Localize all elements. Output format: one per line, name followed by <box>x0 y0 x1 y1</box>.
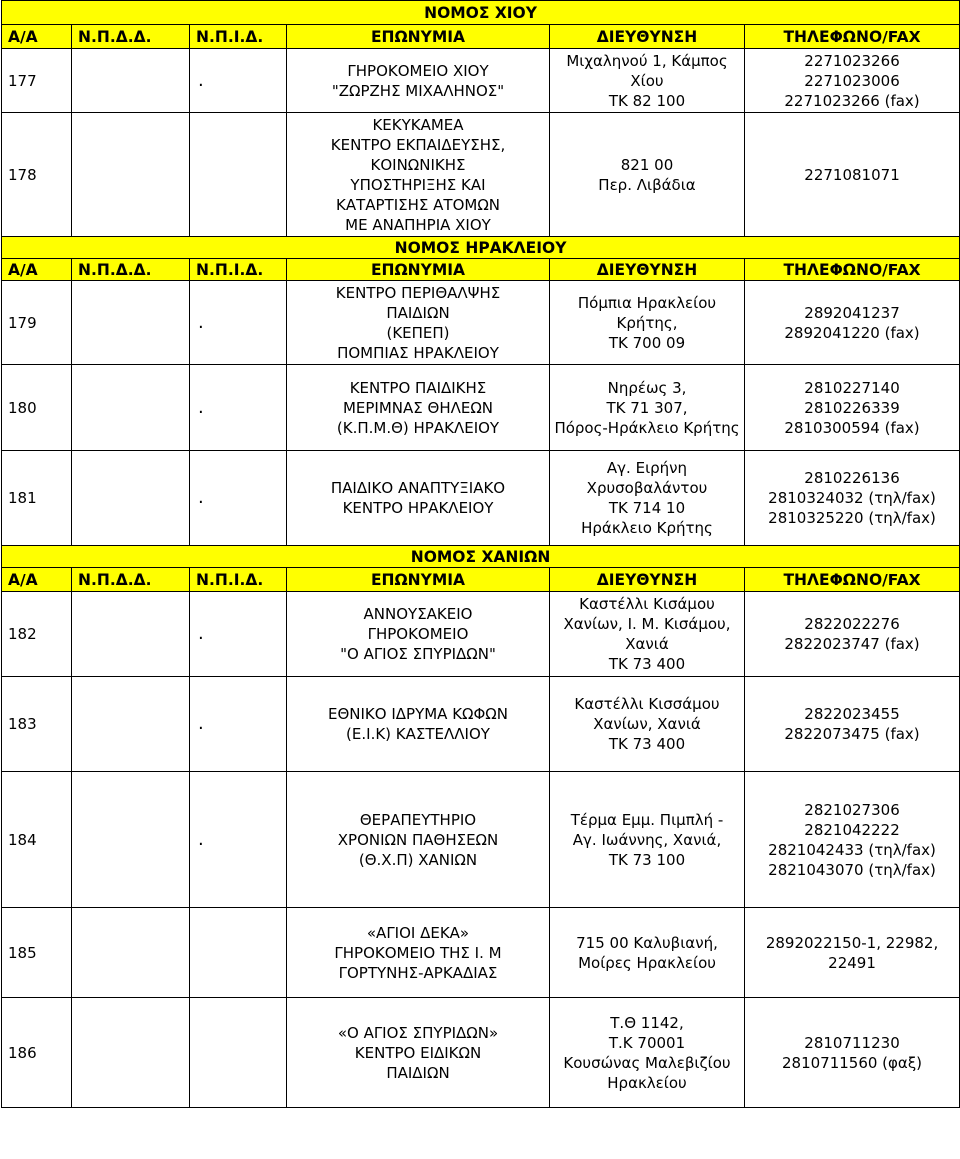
row-number: 182 <box>2 592 72 677</box>
npid-mark: . <box>190 49 287 113</box>
phone-cell <box>745 592 960 677</box>
institution-name <box>287 451 550 546</box>
address-cell-line: Κουσώνας Μαλεβιζίου <box>563 1053 731 1072</box>
address-cell <box>550 998 745 1108</box>
institution-name <box>287 908 550 998</box>
phone-cell-line: 2271023006 <box>804 71 900 90</box>
institution-name-line: ΜΕΡΙΜΝΑΣ ΘΗΛΕΩΝ <box>342 398 494 417</box>
institution-name-line: ΚΕΚΥΚΑΜΕΑ <box>372 115 464 134</box>
section-title: ΝΟΜΟΣ ΗΡΑΚΛΕΙΟΥ <box>2 237 960 259</box>
address-cell-line: Νηρέως 3, <box>607 378 687 397</box>
institution-name-line: (Ε.Ι.Κ) ΚΑΣΤΕΛΛΙΟΥ <box>346 725 490 743</box>
institution-name-line: ΚΕΝΤΡΟ ΗΡΑΚΛΕΙΟΥ <box>342 499 494 517</box>
institution-name-line: ΚΕΝΤΡΟ ΠΑΙΔΙΚΗΣ <box>349 378 487 397</box>
address-cell-line: Καστέλλι Κισσάμου <box>574 695 720 713</box>
section-title: ΝΟΜΟΣ ΧΙΟΥ <box>2 1 960 25</box>
address-cell <box>550 908 745 998</box>
address-cell-line: Μιχαληνού 1, Κάμπος <box>566 51 728 70</box>
registry-table <box>1 0 960 1108</box>
institution-name <box>287 677 550 772</box>
npdd-cell <box>72 677 190 772</box>
phone-cell <box>745 772 960 908</box>
phone-cell-line: 2810711230 <box>804 1033 900 1052</box>
phone-cell-line: 2810227140 <box>804 378 900 397</box>
header-aa: Α/Α <box>2 25 72 49</box>
table-row <box>2 281 960 365</box>
header-phone: ΤΗΛΕΦΩΝΟ/FAX <box>745 25 960 49</box>
address-cell-line: Χρυσοβαλάντου <box>586 479 708 497</box>
phone-cell <box>745 281 960 365</box>
institution-name-line: ΠΑΙΔΙΩΝ <box>386 1063 450 1082</box>
address-cell <box>550 451 745 546</box>
header-npid: Ν.Π.Ι.Δ. <box>190 568 287 592</box>
npdd-cell <box>72 281 190 365</box>
header-npdd: Ν.Π.Δ.Δ. <box>72 259 190 281</box>
header-address: ΔΙΕΥΘΥΝΣΗ <box>550 25 745 49</box>
header-npdd: Ν.Π.Δ.Δ. <box>72 568 190 592</box>
npdd-cell <box>72 49 190 113</box>
institution-name-line: ΚΟΙΝΩΝΙΚΗΣ <box>370 155 466 174</box>
header-npid: Ν.Π.Ι.Δ. <box>190 25 287 49</box>
row-number: 178 <box>2 113 72 237</box>
phone-cell <box>745 49 960 113</box>
institution-name-line: ΠΑΙΔΙΚΟ ΑΝΑΠΤΥΞΙΑΚΟ <box>330 479 506 497</box>
table-row <box>2 677 960 772</box>
table-row <box>2 365 960 451</box>
address-cell-line: ΤΚ 73 400 <box>608 735 686 753</box>
table-row <box>2 772 960 908</box>
section-title: ΝΟΜΟΣ ΧΑΝΙΩΝ <box>2 546 960 568</box>
address-cell-line: ΤΚ 73 100 <box>608 850 686 869</box>
institution-name-line: ΠΟΜΠΙΑΣ ΗΡΑΚΛΕΙΟΥ <box>337 343 499 362</box>
phone-cell <box>745 113 960 237</box>
institution-name-line: ΚΕΝΤΡΟ ΕΚΠΑΙΔΕΥΣΗΣ, <box>330 135 506 154</box>
section-title-row <box>2 237 960 259</box>
institution-name-line: ΥΠΟΣΤΗΡΙΞΗΣ ΚΑΙ <box>350 175 486 194</box>
npdd-cell <box>72 998 190 1108</box>
phone-cell-line: 2821027306 <box>804 800 900 819</box>
address-cell-line: Κρήτης, <box>616 313 678 332</box>
institution-name-line: ΠΑΙΔΙΩΝ <box>386 303 450 322</box>
address-cell-line: Ηράκλειο Κρήτης <box>581 519 713 537</box>
address-cell-line: Τ.Κ 70001 <box>608 1033 686 1052</box>
phone-cell-line: 2892041237 <box>804 303 900 322</box>
address-cell-line: Χανίων, Ι. Μ. Κισάμου, <box>563 615 731 633</box>
npid-mark: . <box>190 451 287 546</box>
table-row <box>2 49 960 113</box>
row-number: 180 <box>2 365 72 451</box>
phone-cell <box>745 677 960 772</box>
table-row <box>2 908 960 998</box>
npdd-cell <box>72 113 190 237</box>
institution-name <box>287 998 550 1108</box>
address-cell <box>550 677 745 772</box>
institution-name <box>287 592 550 677</box>
address-cell-line: Χανιά <box>625 635 669 653</box>
address-cell-line: Πόρος-Ηράκλειο Κρήτης <box>554 418 740 437</box>
address-cell-line: Ηρακλείου <box>607 1073 687 1092</box>
address-cell <box>550 281 745 365</box>
address-cell <box>550 365 745 451</box>
institution-name-line: (ΚΕΠΕΠ) <box>386 323 450 342</box>
npdd-cell <box>72 772 190 908</box>
institution-name-line: ΓΗΡΟΚΟΜΕΙΟ ΧΙΟΥ <box>347 61 489 80</box>
row-number: 185 <box>2 908 72 998</box>
phone-cell-line: 2271023266 <box>804 51 900 70</box>
table-row <box>2 451 960 546</box>
address-cell-line: ΤΚ 714 10 <box>608 499 686 517</box>
phone-cell-line: 22491 <box>828 953 876 972</box>
address-cell <box>550 772 745 908</box>
address-cell-line: Καστέλλι Κισάμου <box>579 595 715 613</box>
column-header-row <box>2 25 960 49</box>
address-cell-line: Τέρμα Εμμ. Πιμπλή - <box>570 810 724 829</box>
phone-cell-line: 2810226136 <box>804 469 900 487</box>
address-cell <box>550 113 745 237</box>
institution-name-line: «ΑΓΙΟΙ ΔΕΚΑ» <box>366 923 470 942</box>
npid-mark: . <box>190 677 287 772</box>
table-row <box>2 113 960 237</box>
institution-name-line: ΚΑΤΑΡΤΙΣΗΣ ΑΤΟΜΩΝ <box>335 195 500 214</box>
address-cell-line: 715 00 Καλυβιανή, <box>576 933 718 952</box>
npid-mark <box>190 998 287 1108</box>
phone-cell-line: 2892041220 (fax) <box>784 323 920 342</box>
table-row <box>2 998 960 1108</box>
phone-cell-line: 2810226339 <box>804 398 900 417</box>
institution-name-line: «Ο ΑΓΙΟΣ ΣΠΥΡΙΔΩΝ» <box>337 1023 499 1042</box>
address-cell-line: Περ. Λιβάδια <box>598 175 696 194</box>
row-number: 181 <box>2 451 72 546</box>
institution-name-line: ΓΗΡΟΚΟΜΕΙΟ ΤΗΣ Ι. Μ <box>334 943 502 962</box>
phone-cell-line: 2821042222 <box>804 820 900 839</box>
institution-name <box>287 49 550 113</box>
npdd-cell <box>72 365 190 451</box>
header-name: ΕΠΩΝΥΜΙΑ <box>287 25 550 49</box>
institution-name-line: ΚΕΝΤΡΟ ΕΙΔΙΚΩΝ <box>354 1043 482 1062</box>
institution-name-line: "Ο ΑΓΙΟΣ ΣΠΥΡΙΔΩΝ" <box>340 645 496 663</box>
phone-cell-line: 2271081071 <box>804 165 900 184</box>
row-number: 177 <box>2 49 72 113</box>
phone-cell-line: 2810325220 (τηλ/fax) <box>768 509 936 527</box>
header-npid: Ν.Π.Ι.Δ. <box>190 259 287 281</box>
institution-name-line: ΜΕ ΑΝΑΠΗΡΙΑ ΧΙΟΥ <box>345 215 491 234</box>
institution-name-line: ΘΕΡΑΠΕΥΤΗΡΙΟ <box>359 810 477 829</box>
institution-name <box>287 281 550 365</box>
npdd-cell <box>72 451 190 546</box>
phone-cell-line: 2271023266 (fax) <box>784 91 920 110</box>
phone-cell-line: 2810324032 (τηλ/fax) <box>768 489 936 507</box>
header-name: ΕΠΩΝΥΜΙΑ <box>287 568 550 592</box>
table-row <box>2 592 960 677</box>
address-cell-line: Χίου <box>630 71 664 90</box>
header-aa: Α/Α <box>2 259 72 281</box>
npdd-cell <box>72 908 190 998</box>
header-address: ΔΙΕΥΘΥΝΣΗ <box>550 568 745 592</box>
phone-cell-line: 2822022276 <box>804 615 900 633</box>
phone-cell <box>745 908 960 998</box>
section-title-row <box>2 1 960 25</box>
address-cell-line: ΤΚ 700 09 <box>608 333 686 352</box>
institution-name-line: (Κ.Π.Μ.Θ) ΗΡΑΚΛΕΙΟΥ <box>336 418 500 437</box>
phone-cell <box>745 998 960 1108</box>
row-number: 183 <box>2 677 72 772</box>
row-number: 184 <box>2 772 72 908</box>
header-phone: ΤΗΛΕΦΩΝΟ/FAX <box>745 259 960 281</box>
address-cell-line: Αγ. Ιωάννης, Χανιά, <box>572 830 722 849</box>
institution-name-line: ΕΘΝΙΚΟ ΙΔΡΥΜΑ ΚΩΦΩΝ <box>328 705 508 723</box>
section-title-row <box>2 546 960 568</box>
header-address: ΔΙΕΥΘΥΝΣΗ <box>550 259 745 281</box>
column-header-row <box>2 568 960 592</box>
row-number: 186 <box>2 998 72 1108</box>
institution-name <box>287 113 550 237</box>
npid-mark: . <box>190 772 287 908</box>
address-cell-line: 821 00 <box>620 155 674 174</box>
address-cell <box>550 49 745 113</box>
header-phone: ΤΗΛΕΦΩΝΟ/FAX <box>745 568 960 592</box>
institution-name-line: ΓΟΡΤΥΝΗΣ-ΑΡΚΑΔΙΑΣ <box>338 963 498 982</box>
address-cell <box>550 592 745 677</box>
institution-name-line: ΧΡΟΝΙΩΝ ΠΑΘΗΣΕΩΝ <box>337 830 499 849</box>
header-name: ΕΠΩΝΥΜΙΑ <box>287 259 550 281</box>
address-cell-line: ΤΚ 73 400 <box>608 655 686 673</box>
phone-cell-line: 2810300594 (fax) <box>784 418 920 437</box>
npid-mark <box>190 908 287 998</box>
institution-name-line: ΓΗΡΟΚΟΜΕΙΟ <box>367 625 469 643</box>
phone-cell-line: 2810711560 (φαξ) <box>781 1053 923 1072</box>
address-cell-line: Πόμπια Ηρακλείου <box>577 293 717 312</box>
address-cell-line: Χανίων, Χανιά <box>593 715 701 733</box>
phone-cell-line: 2822073475 (fax) <box>784 725 920 743</box>
npid-mark: . <box>190 365 287 451</box>
institution-name <box>287 772 550 908</box>
npid-mark: . <box>190 592 287 677</box>
npdd-cell <box>72 592 190 677</box>
address-cell-line: Αγ. Ειρήνη <box>606 459 688 477</box>
header-aa: Α/Α <box>2 568 72 592</box>
column-header-row <box>2 259 960 281</box>
row-number: 179 <box>2 281 72 365</box>
institution-name-line: "ΖΩΡΖΗΣ ΜΙΧΑΛΗΝΟΣ" <box>331 81 505 100</box>
phone-cell <box>745 365 960 451</box>
institution-name-line: ΑΝΝΟΥΣΑΚΕΙΟ <box>363 605 473 623</box>
header-npdd: Ν.Π.Δ.Δ. <box>72 25 190 49</box>
institution-name-line: ΚΕΝΤΡΟ ΠΕΡΙΘΑΛΨΗΣ <box>335 283 501 302</box>
address-cell-line: Τ.Θ 1142, <box>610 1013 684 1032</box>
phone-cell-line: 2892022150-1, 22982, <box>765 933 939 952</box>
institution-name <box>287 365 550 451</box>
address-cell-line: ΤΚ 82 100 <box>608 91 686 110</box>
phone-cell-line: 2821043070 (τηλ/fax) <box>768 860 936 879</box>
phone-cell-line: 2822023455 <box>804 705 900 723</box>
phone-cell-line: 2821042433 (τηλ/fax) <box>768 840 936 859</box>
institution-name-line: (Θ.Χ.Π) ΧΑΝΙΩΝ <box>358 850 478 869</box>
address-cell-line: ΤΚ 71 307, <box>606 398 688 417</box>
npid-mark <box>190 113 287 237</box>
address-cell-line: Μοίρες Ηρακλείου <box>578 953 716 972</box>
phone-cell-line: 2822023747 (fax) <box>784 635 920 653</box>
phone-cell <box>745 451 960 546</box>
npid-mark: . <box>190 281 287 365</box>
